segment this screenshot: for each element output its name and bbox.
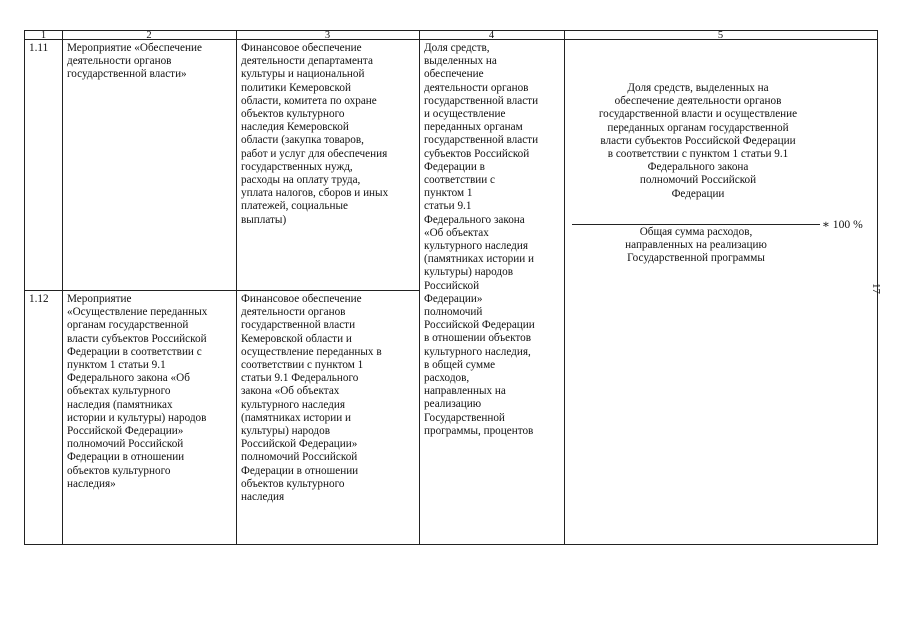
header-col-2: 2	[146, 30, 152, 41]
header-col-1: 1	[40, 30, 47, 41]
indicators-table	[24, 30, 878, 545]
header-col-4: 4	[488, 30, 495, 41]
event-description: Мероприятие «Обеспечение деятельности органов государственной власти»	[67, 42, 202, 81]
formula-denominator: Общая сумма расходов, направленных на реализацию Государственной программы	[625, 226, 767, 265]
column-divider	[62, 31, 63, 544]
formula-numerator: Доля средств, выделенных на обеспечение деятельности органов государственной власти и осуществление переданных органам государственной власти субъектов Российской Федерации в соответствии с пунктом 1 статьи 9.1 Федерального закона полномочий Российской Федерации	[598, 82, 798, 200]
column-divider	[236, 31, 237, 544]
row-number: 1.12	[29, 293, 49, 305]
formula-multiplier: ∗ 100 %	[822, 218, 863, 231]
header-col-5: 5	[717, 30, 724, 41]
financing-description: Финансовое обеспечение деятельности департамента культуры и национальной политики Кемеровской области, комитета по охране объектов культурного наследия Кемеровской области (закупка товаров, работ и услуг для обеспечения государственных нужд, расходы на оплату труда, уплата налогов, сборов и иных платежей, социальные выплаты)	[241, 42, 389, 226]
indicator-description: Доля средств, выделенных на обеспечение деятельности органов государственной власти и осуществление переданных органам государственной власти субъектов Российской Федерации в соответствии с пунктом 1 статьи 9.1 Федерального закона «Об объектах культурного наследия (памятниках истории и культуры) народов Российской Федерации» полномочий Российской Федерации в отношении объектов культурного наследия, в общей сумме расходов, направленных на реализацию Государственной программы, процентов	[424, 42, 539, 437]
column-divider	[564, 31, 565, 544]
financing-description: Финансовое обеспечение деятельности органов государственной власти Кемеровской области и осуществление переданных в соответствии с пунктом 1 статьи 9.1 Федерального закона «Об объектах культурного наследия (памятниках истории и культуры) народов Российской Федерации» полномочий Российской Федерации в отношении объектов культурного наследия	[241, 293, 382, 504]
column-divider	[419, 31, 420, 544]
header-col-3: 3	[324, 30, 331, 41]
row-number: 1.11	[29, 42, 49, 54]
row-divider	[25, 290, 419, 291]
fraction-line	[572, 224, 820, 225]
event-description: Мероприятие «Осуществление переданных органам государственной власти субъектов Российской Федерации в соответствии с пунктом 1 статьи 9.1 Федерального закона «Об объектах культурного наследия (памятниках истории и культуры) народов Российской Федерации» полномочий Российской Федерации в отношении объектов культурного наследия»	[67, 293, 208, 490]
page-number: 17	[870, 283, 882, 294]
